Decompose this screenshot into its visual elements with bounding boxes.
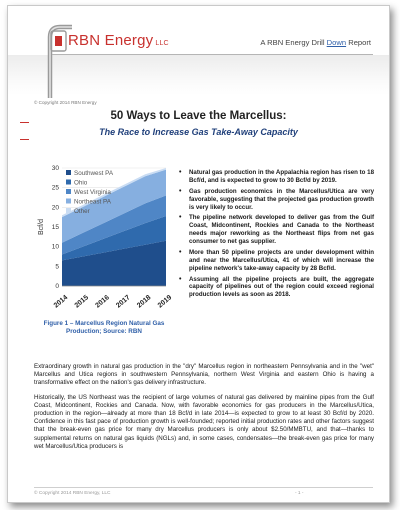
y-tick-label: 20 [51,204,59,212]
legend-swatch [66,180,71,185]
logo-suffix: LLC [155,40,169,47]
logo-wordmark [68,32,169,49]
footer-copyright: © Copyright 2014 RBN Energy, LLC [34,491,111,496]
x-tick-label: 2016 [94,294,111,310]
report-header [8,6,389,98]
x-tick-label: 2018 [136,294,153,310]
production-chart [34,158,174,318]
document-page [7,5,390,503]
y-tick-label: 10 [51,243,59,251]
legend-label: Other [74,207,90,215]
x-tick-label: 2017 [115,294,132,310]
page-subtitle: The Race to Increase Gas Take-Away Capacity [99,127,298,137]
key-point-item: • More than 50 pipeline projects are under development within and near the Marcellus/Utica, 41 of which will increase the pipeline network's take-away capacity by 28 Bcf/d. [178,249,374,273]
legend-swatch [66,170,71,175]
key-point-item: • Assuming all the pipeline projects are built, the aggregate capacity of pipelines out of the region could exceed regional production levels as soon as 2018. [178,276,374,300]
legend-swatch [66,199,71,204]
legend-swatch [66,189,71,194]
body-paragraph: Historically, the US Northeast was the recipient of large volumes of natural gas delivered by mainline pipes from the Gulf Coast, Midcontinent, Rockies and Canada. Now, with favorable economics for gas producers in the Marcellus/Utica, production in the region—already at more than 18 Bcf/d in late 2014—is expected to grow to at least 30 Bcf/d by 2020. Confidence in this fast pace of production growth is well-founded; reported initial production rates and other factors suggest that the break-even gas price for many dry Marcellus producers is only about $2.50/MMBTU, and that—thanks to supplemental returns on natural gas liquids (NGLs) and, in some cases, condensates—the break-even gas price for many wet Marcellus/Utica producers is [34,393,374,450]
key-point-item: • Natural gas production in the Appalachia region has risen to 18 Bcf/d, and is expected to grow to 30 Bcf/d by 2019. [178,169,374,185]
body-text [34,363,374,457]
y-tick-label: 0 [55,283,59,290]
logo-name: RBN Energy [68,32,154,49]
header-rule [52,54,373,55]
header-copyright: © Copyright 2014 RBN Energy [34,100,97,105]
legend-swatch [66,208,71,213]
report-type-label [260,38,371,47]
page-title: 50 Ways to Leave the Marcellus: [110,110,287,122]
x-tick-label: 2019 [156,294,174,310]
legend-label: Ohio [74,179,88,187]
legend-label: Southwest PA [74,169,114,177]
figure-caption: Figure 1 – Marcellus Region Natural Gas Production; Source: RBN [43,320,165,336]
body-paragraph: Extraordinary growth in natural gas production in the "dry" Marcellus region in northeastern Pennsylvania and in the "wet" Marcellus and Utica regions in southwestern Pennsylvania, northern West Virginia and eastern Ohio is having a transformative effect on the nation's gas delivery infrastructure. [34,363,374,387]
x-tick-label: 2014 [52,294,70,310]
x-tick-label: 2015 [73,294,91,310]
legend-label: West Virginia [74,188,111,196]
key-point-item: • The pipeline network developed to deliver gas from the Gulf Coast, Midcontinent, Rockies and Canada to the Northeast needs major reworking as the Northeast flips from net gas consumer to net gas supplier. [178,214,374,246]
page-number: - 1 - [295,491,304,496]
key-point-item: • Gas production economics in the Marcellus/Utica are very favorable, suggesting that the projected gas production growth is very likely to occur. [178,188,374,212]
y-tick-label: 15 [51,224,59,231]
footer-rule [34,487,373,488]
key-points-list [178,169,374,302]
y-tick-label: 25 [51,184,59,192]
legend-label: Northeast PA [74,198,111,206]
y-tick-label: 30 [51,165,59,172]
rbn-logo-icon [49,30,68,52]
y-axis-label: Bcf/d [38,219,45,235]
report-prefix: A RBN Energy Drill [260,38,327,47]
report-highlight: Down [326,38,347,47]
y-tick-label: 5 [55,263,59,271]
report-suffix: Report [346,38,371,47]
